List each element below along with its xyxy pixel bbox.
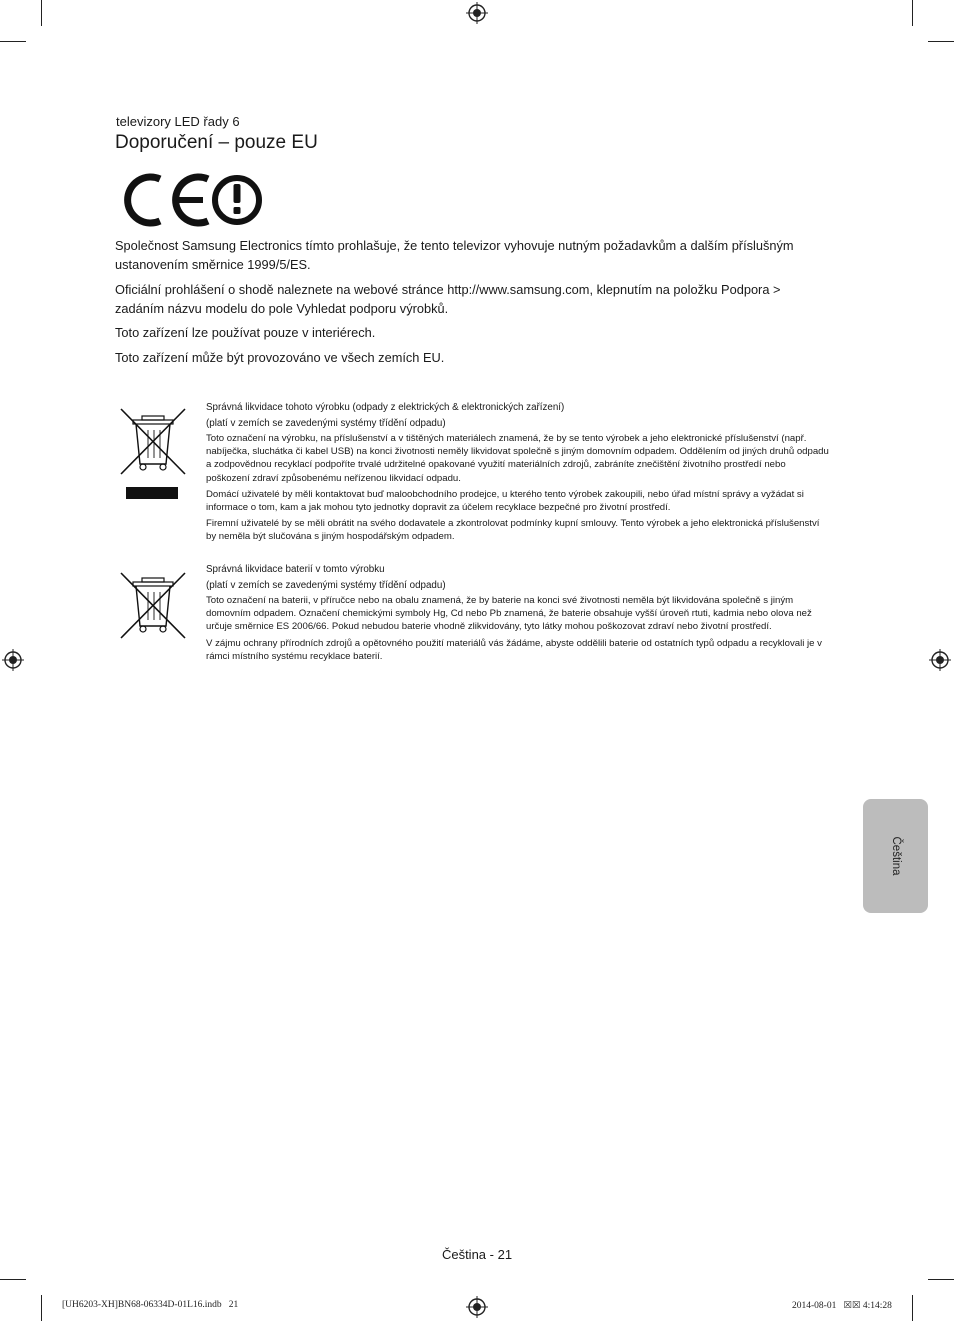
language-tab-label: Čeština <box>889 836 902 876</box>
language-side-tab <box>863 799 928 913</box>
registration-mark-icon <box>466 2 488 24</box>
registration-mark-icon <box>2 649 24 671</box>
ce-mark-icon <box>115 173 265 227</box>
weee-subheading: (platí v zemích se zavedenými systémy třídění odpadu) <box>206 418 446 429</box>
page-number <box>0 1247 954 1262</box>
weee-heading: Správná likvidace tohoto výrobku (odpady z elektrických & elektronických zařízení) <box>206 402 565 413</box>
battery-crossed-bin-icon <box>118 570 190 642</box>
crop-mark <box>0 41 26 42</box>
weee-paragraph: Domácí uživatelé by měli kontaktovat buď maloobchodního prodejce, u kterého tento výrobek zakoupili, nebo úřad místní správy a vyžádat si informace o tom, kam a jak mohou tyto jednotky dopravit za účelem recyklace bezpečné pro životní prostředí. <box>206 488 804 514</box>
page-title: Doporučení – pouze EU <box>115 132 318 153</box>
crop-mark <box>41 1295 42 1321</box>
footer-timestamp: 2014-08-01 ☒☒ 4:14:28 <box>792 1301 892 1311</box>
crop-mark <box>912 0 913 26</box>
declaration-url-paragraph: Oficiální prohlášení o shodě naleznete na webové stránce http://www.samsung.com, klepnutím na položku Podpora > zadáním názvu modelu do pole Vyhledat podporu výrobků. <box>115 282 781 316</box>
weee-section <box>206 400 830 547</box>
battery-paragraph: Toto označení na baterii, v příručce nebo na obalu znamená, že by baterie na konci své životnosti neměla být likvidována společně s jiným domovním odpadem. Označení chemickými symboly Hg, Cd nebo Pb znamená, že baterie obsahuje vyšší úroveň rtuti, kadmia nebo olova než určuje směrnice ES 2006/66. Pokud nebudou baterie vhodně zlikvidovány, tyto látky mohou poškozovat zdraví nebo životní prostředí. <box>206 595 812 633</box>
weee-paragraph: Firemní uživatelé by se měli obrátit na svého dodavatele a zkontrolovat podmínky kupní smlouvy. Tento výrobek a jeho elektronická příslušenství by neměla být slučována s jiným hospodářským odpadem. <box>206 518 820 543</box>
crop-mark <box>912 1295 913 1321</box>
battery-section <box>206 562 830 666</box>
crop-mark <box>41 0 42 26</box>
battery-subheading: (platí v zemích se zavedenými systémy třídění odpadu) <box>206 580 446 591</box>
eu-use-paragraph: Toto zařízení může být provozováno ve všech zemích EU. <box>115 350 445 365</box>
weee-crossed-bin-icon <box>118 406 190 506</box>
crop-mark <box>928 41 954 42</box>
battery-paragraph: V zájmu ochrany přírodních zdrojů a opětovného použití materiálů vás žádáme, abyste oddělili baterie od ostatních typů odpadu a recyklovali je v rámci místního systému recyklace baterií. <box>206 637 822 662</box>
battery-heading: Správná likvidace baterií v tomto výrobku <box>206 564 385 575</box>
weee-paragraph: Toto označení na výrobku, na příslušenství a v tištěných materiálech znamená, že by se tento výrobek a jeho elektronické příslušenství (např. nabíječka, sluchátka či kabel USB) na konci životnosti neměly likvidovat společně s jiným domovním odpadem. Oddělením od jiných druhů odpadu a zodpovědnou recyklací podpoříte trvalé udržitelné opakované využití materiálních zdrojů, zabráníte znečištění životního prostředí nebo poškození zdraví způsobenému neřízenou likvidací odpadu. <box>206 433 829 484</box>
registration-mark-icon <box>929 649 951 671</box>
page-number-label: Čeština - 21 <box>441 1247 513 1262</box>
indoor-use-paragraph: Toto zařízení lze používat pouze v interiérech. <box>115 325 376 340</box>
crop-mark <box>0 1279 26 1280</box>
registration-mark-icon <box>466 1296 488 1318</box>
declaration-paragraph: Společnost Samsung Electronics tímto prohlašuje, že tento televizor vyhovuje nutným požadavkům a dalším příslušným ustanovením směrnice 1999/5/ES. <box>115 238 794 272</box>
section-subtitle: televizory LED řady 6 <box>116 114 240 129</box>
crop-mark <box>928 1279 954 1280</box>
footer-file-info: [UH6203-XH]BN68-06334D-01L16.indb 21 <box>62 1300 239 1310</box>
